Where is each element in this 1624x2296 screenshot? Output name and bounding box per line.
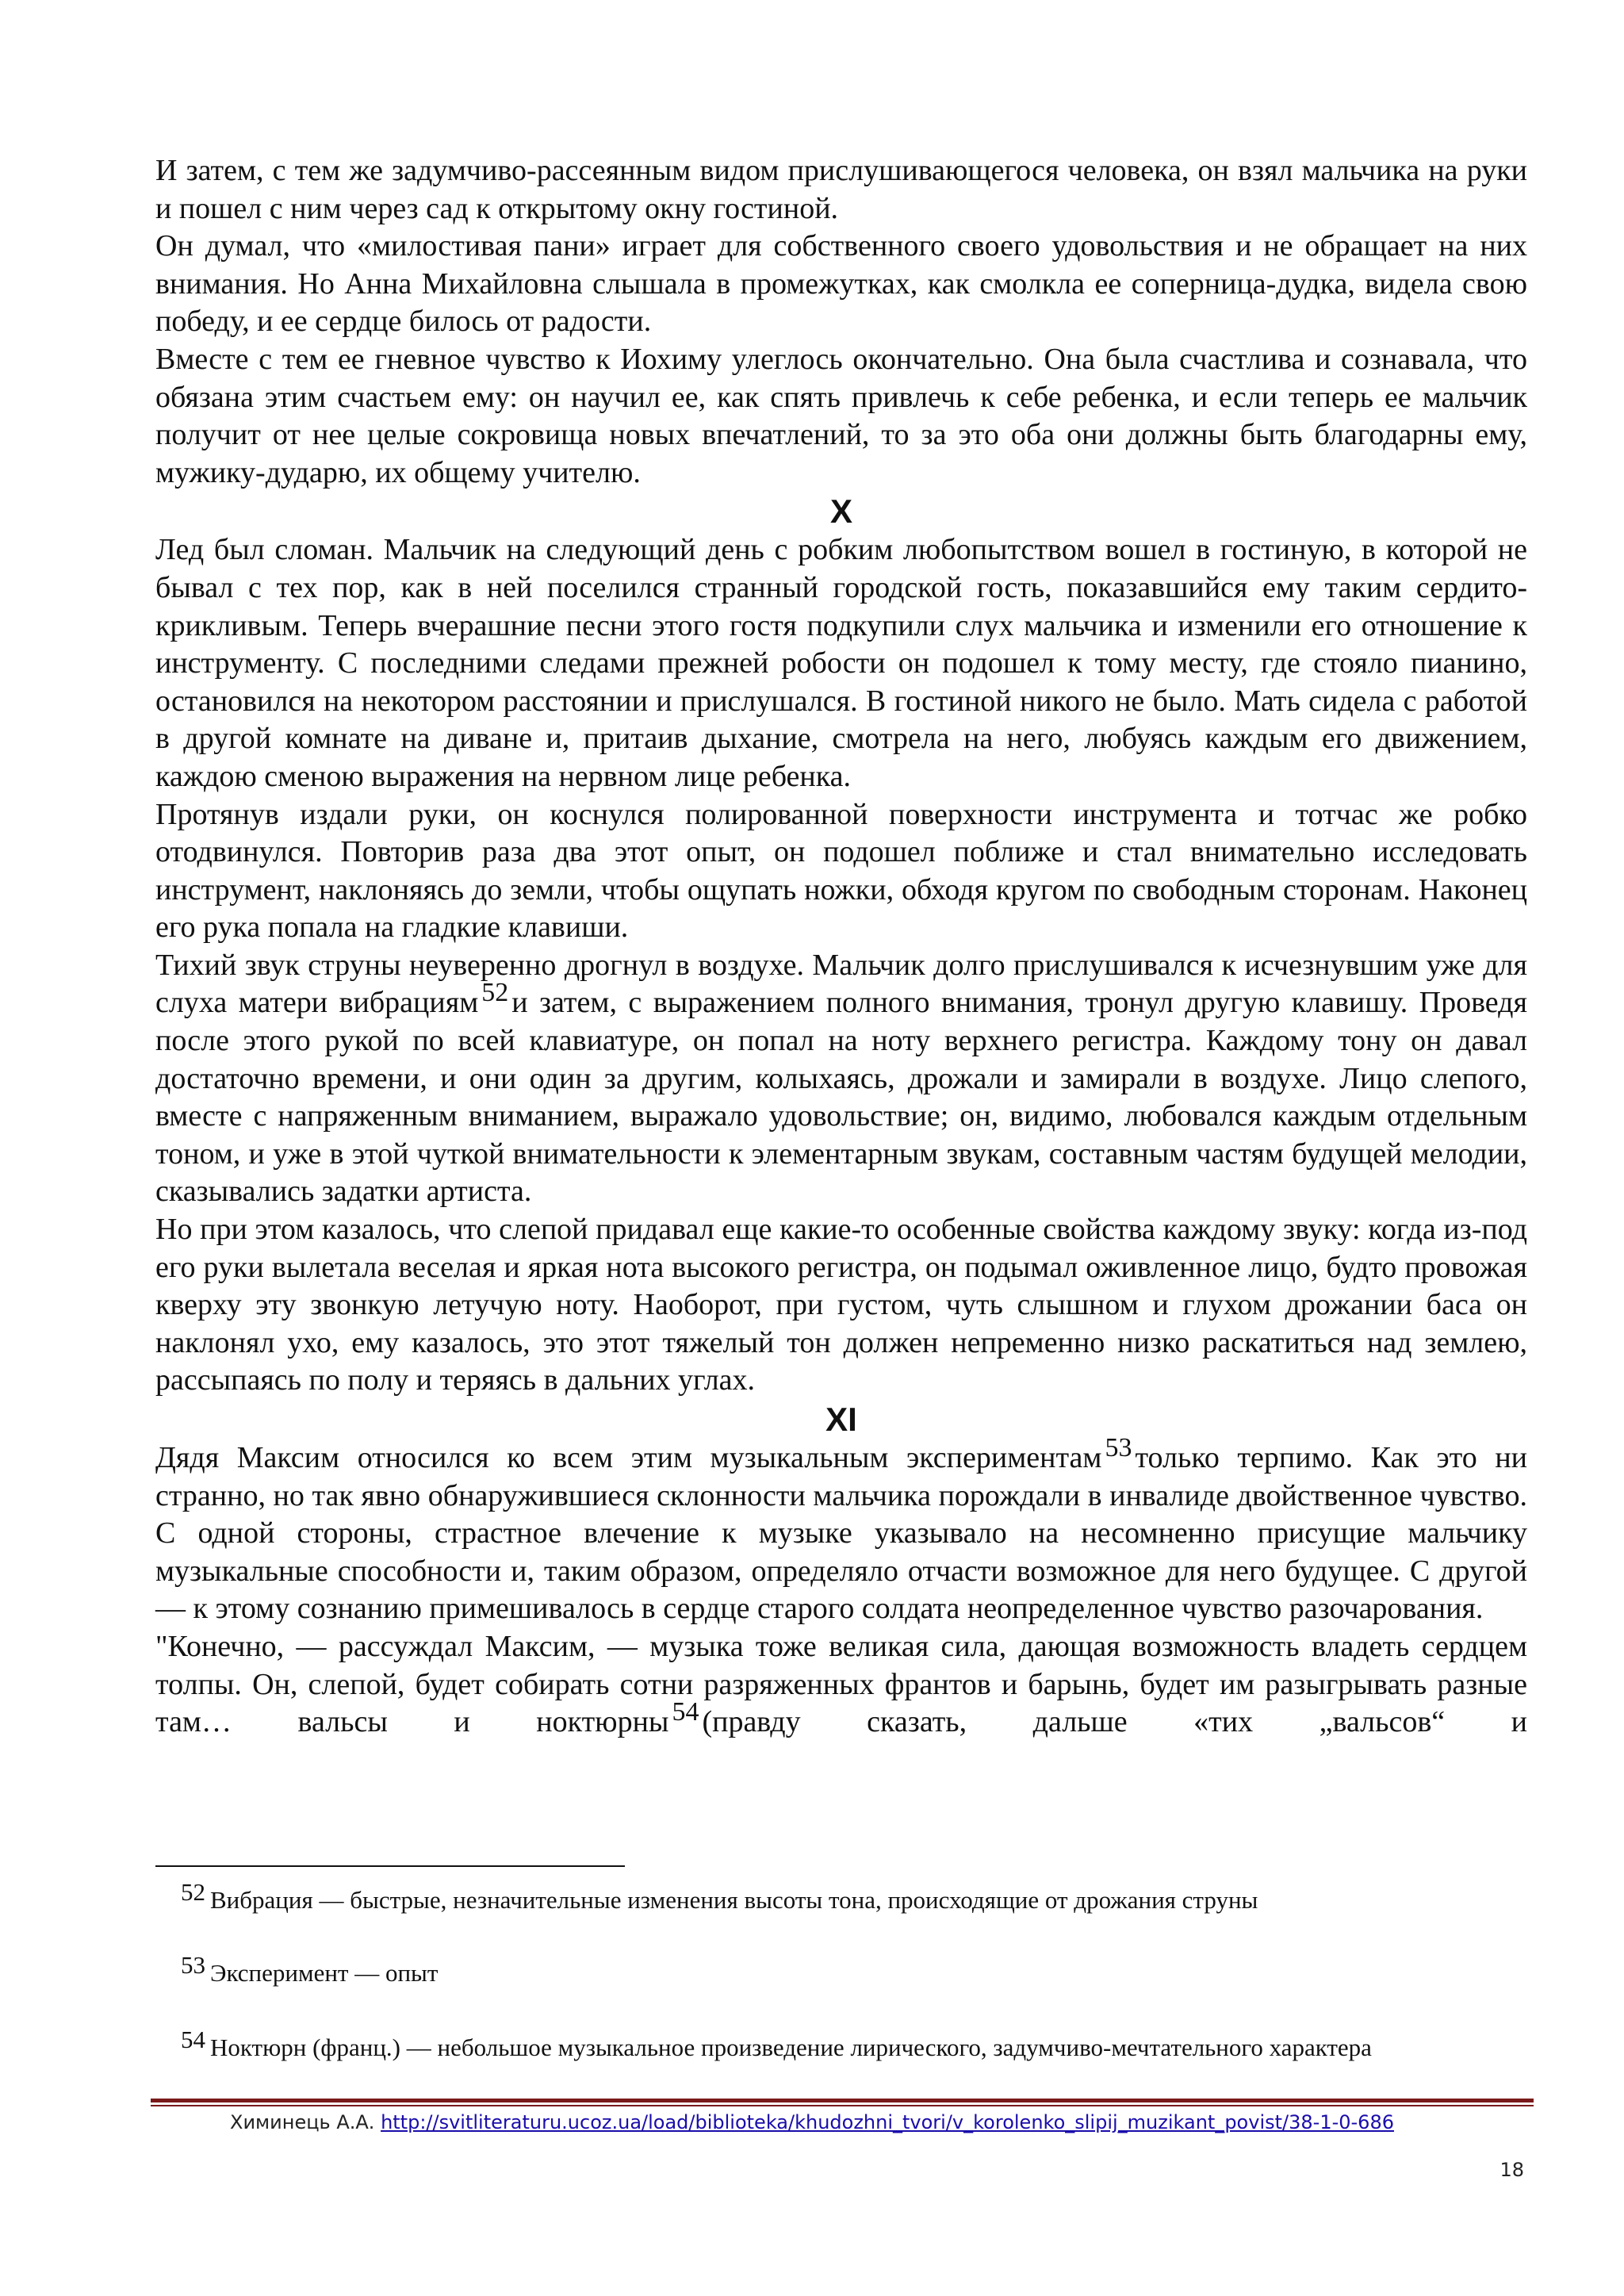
paragraph xyxy=(155,1628,1527,1742)
paragraph: И затем, с тем же задумчиво-рассеянным видом прислушивающегося человека, он взял мальчика на руки и пошел с ним через сад к открытому окну гостиной. xyxy=(155,154,1527,225)
paragraph xyxy=(155,1433,1527,1628)
footnote-separator xyxy=(155,1865,625,1867)
footnote-53 xyxy=(181,1951,1545,1989)
footnote-reference-54[interactable]: 54 xyxy=(672,1697,699,1727)
chapter-heading-x: X xyxy=(829,493,852,531)
paragraph-text: Дядя Максим относился ко всем этим музыкальным экспериментам xyxy=(155,1441,1102,1474)
paragraph xyxy=(155,947,1527,1211)
footnote-text: Вибрация — быстрые, незначительные изменения высоты тона, происходящие от дрожания струны xyxy=(210,1886,1258,1914)
footnote-text: Эксперимент — опыт xyxy=(210,1959,439,1987)
footer-rule-thin xyxy=(151,2105,1534,2106)
paragraph-text: и затем, с выражением полного внимания, тронул другую клавишу. Проведя после этого рукой по всей клавиатуре, он попал на ноту верхнего регистра. Каждому тону он давал достаточно времени, и они один за другим, колыхаясь, дрожали и замирали в воздухе. Лицо слепого, вместе с напряженным вниманием, выражало удовольствие; он, видимо, любовался каждым отдельным тоном, и уже в этой чуткой внимательности к элементарным звукам, составным частям будущей мелодии, сказывались задатки артиста. xyxy=(155,986,1527,1209)
footnote-number: 52 xyxy=(181,1878,205,1906)
paragraph: Он думал, что «милостивая пани» играет для собственного своего удовольствия и не обращает на них внимания. Но Анна Михайловна слышала в промежутках, как смолкла ее соперница-дудка, видела свою победу, и ее сердце билось от радости. xyxy=(155,229,1527,339)
paragraph: Но при этом казалось, что слепой придавал еще какие-то особенные свойства каждому звуку: когда из-под его руки вылетала веселая и яркая нота высокого регистра, он подымал оживленное лицо, будто провожая кверху эту звонкую летучую ноту. Наоборот, при густом, чуть слышном и глухом дрожании баса он наклонял ухо, ему казалось, это этот тяжелый тон должен непременно низко раскатиться над землею, рассыпаясь по полу и теряясь в дальних углах. xyxy=(155,1213,1527,1397)
page-footer xyxy=(0,2108,1624,2137)
paragraph: Протянув издали руки, он коснулся полированной поверхности инструмента и тотчас же робко отодвинулся. Повторив раза два этот опыт, он подошел поближе и стал внимательно исследовать инструмент, наклоняясь до земли, чтобы ощупать ножки, обходя кругом по свободным сторонам. Наконец его рука попала на гладкие клавиши. xyxy=(155,797,1527,945)
paragraph-text: (правду сказать, дальше «тих „вальсов“ и xyxy=(702,1705,1528,1739)
footnote-number: 54 xyxy=(181,2026,205,2053)
paragraph-text: "Конечно, — рассуждал Максим, — музыка тоже великая сила, дающая возможность владеть сердцем толпы. Он, слепой, будет собирать сотни разряженных франтов и барынь, будет им разыгрывать разные там… вальсы и ноктюрны xyxy=(155,1629,1527,1739)
footnote-54 xyxy=(181,2026,1545,2064)
footnote-52 xyxy=(181,1878,1545,1916)
footnote-reference-53[interactable]: 53 xyxy=(1105,1433,1132,1462)
footnote-number: 53 xyxy=(181,1951,205,1979)
paragraph-text: только терпимо. Как это ни странно, но так явно обнаружившиеся склонности мальчика порождали в инвалиде двойственное чувство. С одной стороны, страстное влечение к музыке указывало на несомненно присущие мальчику музыкальные способности и, таким образом, определяло отчасти возможное для него будущее. С другой — к этому сознанию примешивалось в сердце старого солдата неопределенное чувство разочарования. xyxy=(155,1441,1527,1626)
footer-rule xyxy=(151,2099,1534,2102)
chapter-heading-xi: XI xyxy=(825,1401,857,1438)
footnote-reference-52[interactable]: 52 xyxy=(481,978,509,1008)
body-text xyxy=(155,152,1527,1742)
footnote-text: Ноктюрн (франц.) — небольшое музыкальное произведение лирического, задумчиво-мечтательного характера xyxy=(210,2033,1372,2061)
paragraph: Лед был сломан. Мальчик на следующий день с робким любопытством вошел в гостиную, в которой не бывал с тех пор, как в ней поселился странный городской гость, показавшийся ему таким сердито-крикливым. Теперь вчерашние песни этого гостя подкупили слух мальчика и изменили его отношение к инструменту. С последними следами прежней робости он подошел к тому месту, где стояло пианино, остановился на некотором расстоянии и прислушался. В гостиной никого не было. Мать сидела с работой в другой комнате на диване и, притаив дыхание, смотрела на него, любуясь каждым его движением, каждою сменою выражения на нервном лице ребенка. xyxy=(155,533,1527,793)
paragraph: Вместе с тем ее гневное чувство к Иохиму улеглось окончательно. Она была счастлива и сознавала, что обязана этим счастьем ему: он научил ее, как спять привлечь к себе ребенка, и если теперь ее мальчик получит от нее целые сокровища новых впечатлений, то за это оба они должны быть благодарны ему, мужику-дударю, их общему учителю. xyxy=(155,342,1527,489)
paragraph-text: Тихий звук струны неуверенно дрогнул в воздухе. Мальчик долго прислушивался к исчезнувшим уже для слуха матери вибрациям xyxy=(155,948,1527,1020)
source-link[interactable]: http://svitliteraturu.ucoz.ua/load/biblioteka/khudozhni_tvori/v_korolenko_slipij_muzikant_povist/38-1-0-686 xyxy=(381,2111,1394,2133)
footer-author: Химинець А.А. xyxy=(230,2111,375,2133)
page-number: 18 xyxy=(1500,2159,1524,2181)
